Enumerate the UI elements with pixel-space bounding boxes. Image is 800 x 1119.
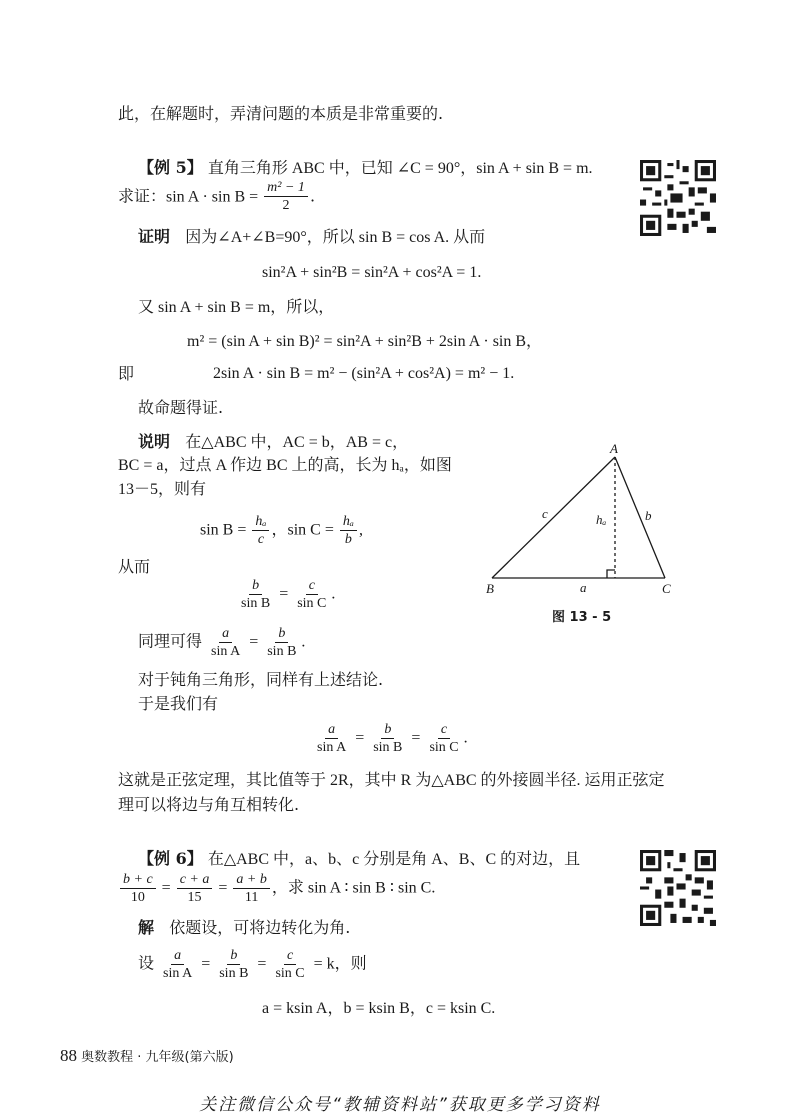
fraction <box>426 722 461 756</box>
punct: , <box>358 521 363 539</box>
punct: . <box>463 729 468 747</box>
vertex-B-label: B <box>486 581 494 596</box>
equals: = <box>249 633 259 651</box>
solution-line <box>138 917 350 939</box>
note-text: 从而 <box>118 557 151 576</box>
denominator: 11 <box>244 890 259 905</box>
fraction <box>208 626 243 660</box>
example-5-line1 <box>138 157 593 180</box>
note-text: 对于钝角三角形，同样有上述结论. <box>138 670 384 689</box>
equation: 2sin A · sin B = m² − (sin²A + cos²A) = m² − 1. <box>213 365 515 382</box>
equals: = <box>257 955 267 973</box>
numerator: b <box>381 722 394 739</box>
numerator: b + c <box>120 872 156 889</box>
solution-text: 设 <box>138 955 155 973</box>
solution-text: 依题设，可将边转化为角. <box>169 918 351 937</box>
proof-label: 证明 <box>138 227 171 246</box>
side-b-label: b <box>645 508 652 523</box>
fraction <box>264 180 308 214</box>
promo-banner: 关注微信公众号“教辅资料站”获取更多学习资料 <box>199 1095 601 1115</box>
equation: a = ksin A，b = ksin B，c = ksin C. <box>262 1000 496 1017</box>
conclusion-text: 这就是正弦定理，其比值等于 2R，其中 R 为△ABC 的外接圆半径. 运用正弦定 <box>118 772 665 789</box>
ratio-equation <box>138 626 305 660</box>
numerator: c <box>438 722 450 739</box>
book-title: 奥数教程 · 九年级(第六版) <box>81 1050 234 1065</box>
denominator: sin B <box>373 740 403 755</box>
text-line: 此，在解题时，弄清问题的本质是非常重要的. <box>118 104 444 123</box>
example-5-line2 <box>118 180 315 214</box>
sine-law-equation <box>312 722 468 756</box>
fraction <box>233 872 269 906</box>
numerator: hₐ <box>252 514 269 531</box>
fraction <box>238 578 273 612</box>
equals: = <box>355 729 365 747</box>
numerator: a <box>219 626 232 643</box>
numerator: b <box>227 948 240 965</box>
figure-caption: 图 13 - 5 <box>552 610 612 625</box>
ratio-equation <box>200 514 363 548</box>
fraction <box>160 948 195 982</box>
note-line1 <box>138 431 408 454</box>
example-6-line1 <box>138 848 580 871</box>
example-label: 【例 5】 <box>138 158 203 177</box>
numerator: c <box>284 948 296 965</box>
statement-text: 求证：sin A · sin B = <box>118 188 263 206</box>
numerator: c + a <box>177 872 213 889</box>
numerator: c <box>306 578 318 595</box>
triangle-figure <box>480 440 690 600</box>
numerator: b <box>249 578 262 595</box>
fraction <box>272 948 307 982</box>
denominator: sin B <box>241 596 271 611</box>
qr-code-icon <box>640 160 716 236</box>
fraction <box>120 872 156 906</box>
conclusion-text: 理可以将边与角互相转化. <box>118 795 300 814</box>
right-angle-mark <box>607 570 615 578</box>
note-text: 13－5，则有 <box>118 481 207 498</box>
denominator: sin A <box>163 966 193 981</box>
example-text: ，求 sin A ∶ sin B ∶ sin C. <box>271 879 436 897</box>
ratio-equation <box>138 948 367 982</box>
punct: . <box>309 186 316 206</box>
equals: = <box>279 585 289 603</box>
equation: sin²A + sin²B = sin²A + cos²A = 1. <box>262 264 482 281</box>
proof-end: 故命题得证. <box>138 398 224 417</box>
sinC-label: ，sin C = <box>271 521 334 539</box>
numerator: b <box>275 626 288 643</box>
denominator: b <box>344 532 352 547</box>
page-number: 88 <box>60 1046 77 1065</box>
side-c-label: c <box>542 506 548 521</box>
denominator: sin C <box>429 740 459 755</box>
numerator: hₐ <box>340 514 357 531</box>
equals: = <box>201 955 211 973</box>
page-footer <box>60 1046 234 1066</box>
example-text: 直角三角形 ABC 中，已知 ∠C = 90°，sin A + sin B = m. <box>207 160 593 177</box>
denominator: sin B <box>219 966 249 981</box>
side-b-line <box>615 457 665 578</box>
denominator: sin C <box>297 596 327 611</box>
denominator: c <box>257 532 265 547</box>
solution-text: = k，则 <box>313 955 367 973</box>
note-text: 同理可得 <box>138 633 203 651</box>
fraction <box>177 872 213 906</box>
note-label: 说明 <box>138 432 171 451</box>
fraction <box>264 626 299 660</box>
numerator: a + b <box>233 872 269 889</box>
note-text: BC = a，过点 A 作边 BC 上的高，长为 hₐ，如图 <box>118 457 452 474</box>
qr-code-icon <box>640 850 716 926</box>
numerator: a <box>171 948 184 965</box>
ji-label: 即 <box>118 364 135 383</box>
vertex-C-label: C <box>662 581 671 596</box>
denominator: 15 <box>187 890 202 905</box>
note-text: 于是我们有 <box>138 694 219 713</box>
numerator: m² − 1 <box>264 180 308 197</box>
altitude-label: hₐ <box>596 512 607 527</box>
proof-text: 因为∠A+∠B=90°，所以 sin B = cos A. 从而 <box>185 229 486 246</box>
equals: = <box>411 729 421 747</box>
ratio-equation <box>236 578 335 612</box>
equals: = <box>218 879 228 897</box>
fraction <box>252 514 269 548</box>
proof-text: 又 sin A + sin B = m，所以， <box>138 299 335 316</box>
numerator: a <box>325 722 338 739</box>
denominator: sin C <box>275 966 305 981</box>
denominator: sin A <box>317 740 347 755</box>
equation: m² = (sin A + sin B)² = sin²A + sin²B + 2sin A · sin B， <box>187 333 543 350</box>
example-label: 【例 6】 <box>138 849 203 868</box>
example-text: 在△ABC 中，a、b、c 分别是角 A、B、C 的对边，且 <box>207 851 581 868</box>
side-a-label: a <box>580 580 587 595</box>
proof-line1 <box>138 226 485 249</box>
fraction <box>294 578 329 612</box>
punct: . <box>331 585 336 603</box>
denominator: 2 <box>282 198 290 213</box>
fraction <box>314 722 349 756</box>
denominator: sin A <box>211 644 241 659</box>
vertex-A-label: A <box>610 441 618 456</box>
solution-label: 解 <box>138 918 155 937</box>
fraction <box>370 722 405 756</box>
denominator: 10 <box>130 890 145 905</box>
note-text: 在△ABC 中，AC = b，AB = c， <box>185 434 409 451</box>
fraction <box>216 948 251 982</box>
sinB-label: sin B = <box>200 521 247 539</box>
example-6-line2 <box>118 872 435 906</box>
fraction <box>340 514 357 548</box>
denominator: sin B <box>267 644 297 659</box>
equals: = <box>161 879 171 897</box>
punct: . <box>301 633 306 651</box>
